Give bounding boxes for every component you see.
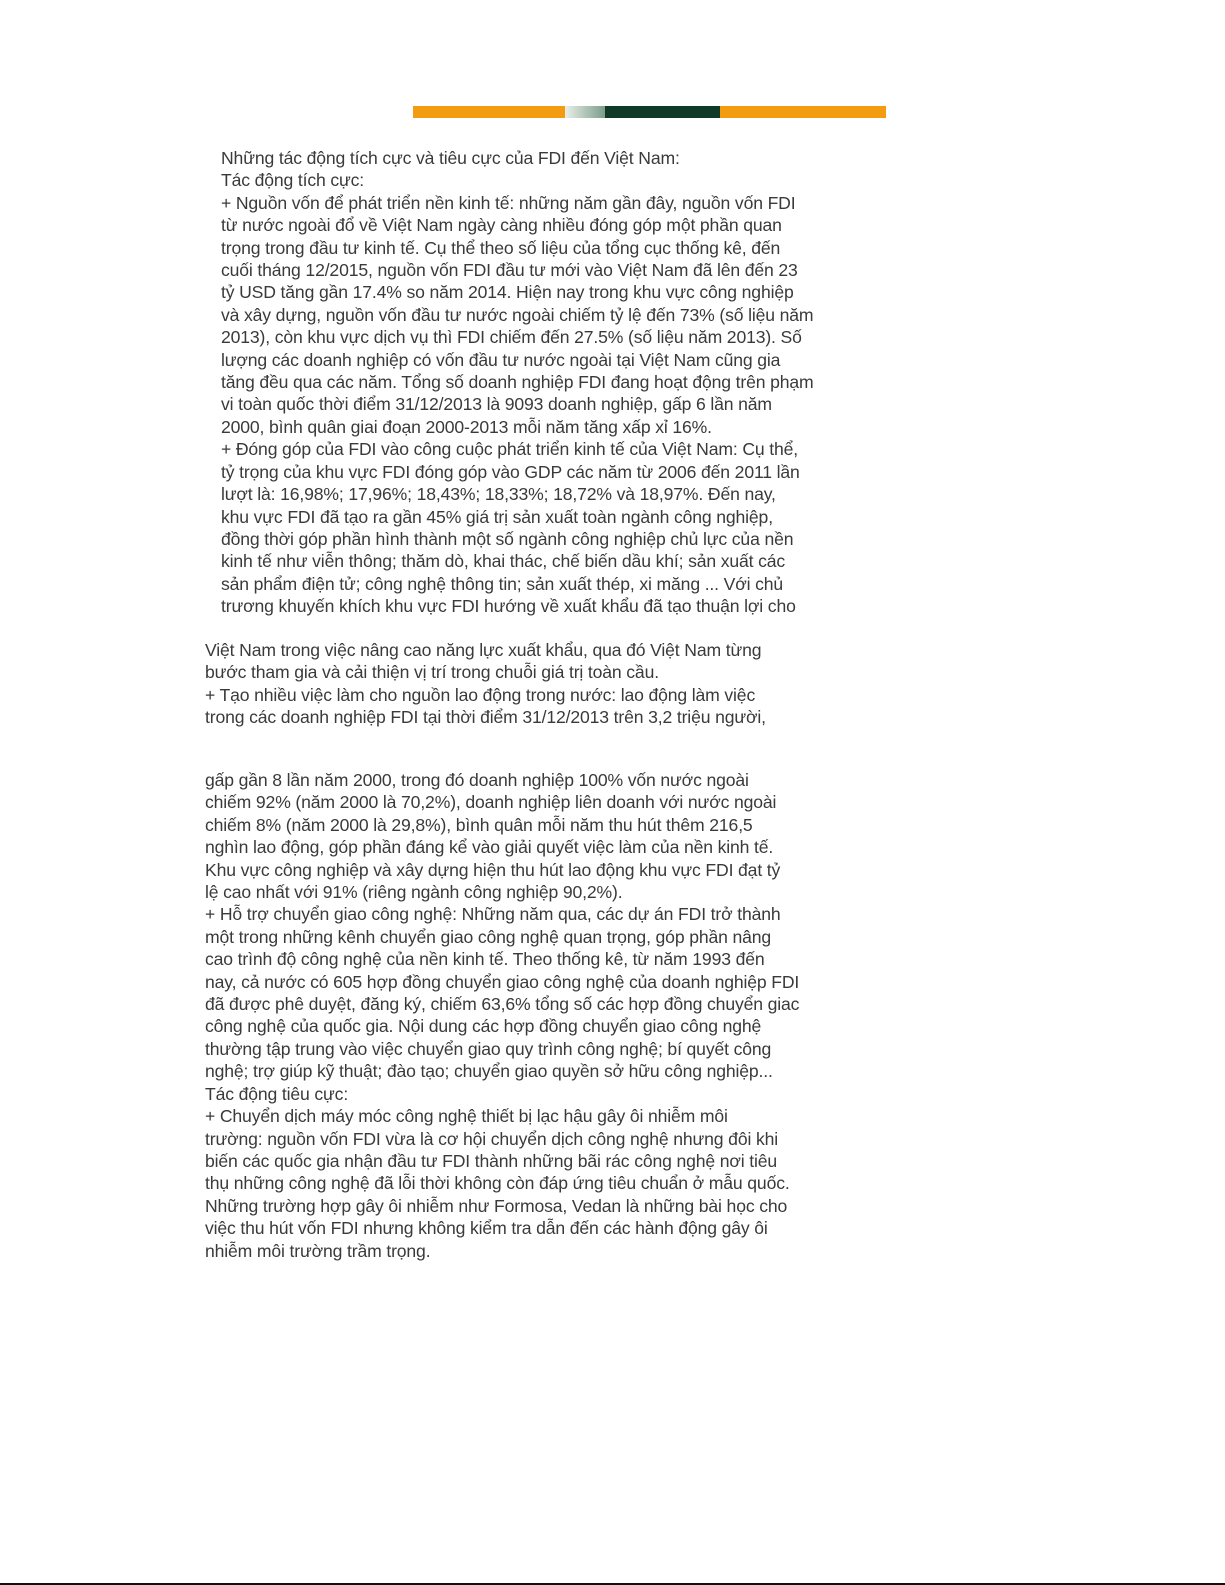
banner-light-segment xyxy=(565,106,605,118)
text-line: chiếm 92% (năm 2000 là 70,2%), doanh nghiệp liên doanh với nước ngoài xyxy=(205,792,777,813)
text-line: sản phẩm điện tử; công nghệ thông tin; sản xuất thép, xi măng ... Với chủ xyxy=(221,573,784,594)
text-block-2 xyxy=(205,639,766,729)
text-line: trong các doanh nghiệp FDI tại thời điểm 31/12/2013 trên 3,2 triệu người, xyxy=(205,707,766,728)
text-line: 2000, bình quân giai đoạn 2000-2013 mỗi năm tăng xấp xỉ 16%. xyxy=(221,416,712,437)
text-line: vi toàn quốc thời điểm 31/12/2013 là 9093 doanh nghiệp, gấp 6 lần năm xyxy=(221,394,772,415)
header-banner-image xyxy=(413,106,886,118)
text-line: tăng đều qua các năm. Tổng số doanh nghiệp FDI đang hoạt động trên phạm xyxy=(221,372,814,393)
text-line: từ nước ngoài đổ về Việt Nam ngày càng nhiều đóng góp một phần quan xyxy=(221,215,782,236)
text-block-1 xyxy=(221,147,814,618)
text-line: Những tác động tích cực và tiêu cực của FDI đến Việt Nam: xyxy=(221,148,680,168)
text-line: tỷ USD tăng gần 17.4% so năm 2014. Hiện nay trong khu vực công nghiệp xyxy=(221,282,794,303)
text-line: kinh tế như viễn thông; thăm dò, khai thác, chế biến dầu khí; sản xuất các xyxy=(221,551,786,572)
text-line: lệ cao nhất với 91% (riêng ngành công nghiệp 90,2%). xyxy=(205,882,623,903)
text-line: + Tạo nhiều việc làm cho nguồn lao động trong nước: lao động làm việc xyxy=(205,684,756,705)
text-line: gấp gần 8 lần năm 2000, trong đó doanh nghiệp 100% vốn nước ngoài xyxy=(205,770,749,790)
text-line: công nghệ của quốc gia. Nội dung các hợp đồng chuyển giao công nghệ xyxy=(205,1016,762,1037)
text-line: nghệ; trợ giúp kỹ thuật; đào tạo; chuyển giao quyền sở hữu công nghiệp... xyxy=(205,1061,773,1082)
text-line: trường: nguồn vốn FDI vừa là cơ hội chuyển dịch công nghệ nhưng đôi khi xyxy=(205,1128,778,1149)
text-line: nay, cả nước có 605 hợp đồng chuyển giao công nghệ của doanh nghiệp FDI xyxy=(205,971,800,992)
text-line: khu vực FDI đã tạo ra gần 45% giá trị sản xuất toàn ngành công nghiệp, xyxy=(221,506,773,527)
text-line: lượt là: 16,98%; 17,96%; 18,43%; 18,33%; 18,72% và 18,97%. Đến nay, xyxy=(221,484,776,505)
text-line: và xây dựng, nguồn vốn đầu tư nước ngoài chiếm tỷ lệ đến 73% (số liệu năm xyxy=(221,304,814,325)
text-line: thụ những công nghệ đã lỗi thời không còn đáp ứng tiêu chuẩn ở mẫu quốc. xyxy=(205,1173,790,1194)
text-line: nhiễm môi trường trầm trọng. xyxy=(205,1240,431,1261)
text-line: bước tham gia và cải thiện vị trí trong chuỗi giá trị toàn cầu. xyxy=(205,662,659,683)
text-line: + Đóng góp của FDI vào công cuộc phát triển kinh tế của Việt Nam: Cụ thể, xyxy=(221,439,798,460)
text-line: chiếm 8% (năm 2000 là 29,8%), bình quân mỗi năm thu hút thêm 216,5 xyxy=(205,814,753,835)
text-line: thường tập trung vào việc chuyển giao quy trình công nghệ; bí quyết công xyxy=(205,1038,772,1059)
text-line: + Nguồn vốn để phát triển nền kinh tế: những năm gần đây, nguồn vốn FDI xyxy=(221,192,796,213)
text-line: nghìn lao động, góp phần đáng kể vào giải quyết việc làm của nền kinh tế. xyxy=(205,837,774,858)
text-line: đồng thời góp phần hình thành một số ngành công nghiệp chủ lực của nền xyxy=(221,528,794,549)
text-line: + Hỗ trợ chuyển giao công nghệ: Những năm qua, các dự án FDI trở thành xyxy=(205,904,781,925)
text-line: trọng trong đầu tư kinh tế. Cụ thể theo số liệu của tổng cục thống kê, đến xyxy=(221,237,781,258)
text-line: + Chuyển dịch máy móc công nghệ thiết bị lạc hậu gây ôi nhiễm môi xyxy=(205,1106,728,1127)
text-line: đã được phê duyệt, đăng ký, chiếm 63,6% tổng số các hợp đồng chuyển giac xyxy=(205,994,800,1015)
text-line: biến các quốc gia nhận đầu tư FDI thành những bãi rác công nghệ nơi tiêu xyxy=(205,1150,778,1171)
text-line: cao trình độ công nghệ của nền kinh tế. Theo thống kê, từ năm 1993 đến xyxy=(205,949,765,970)
text-line: Tác động tiêu cực: xyxy=(205,1083,349,1104)
text-line: trương khuyến khích khu vực FDI hướng về xuất khẩu đã tạo thuận lợi cho xyxy=(221,596,796,617)
text-line: lượng các doanh nghiệp có vốn đầu tư nước ngoài tại Việt Nam cũng gia xyxy=(221,349,781,370)
text-line: 2013), còn khu vực dịch vụ thì FDI chiếm đến 27.5% (số liệu năm 2013). Số xyxy=(221,327,802,348)
text-line: tỷ trọng của khu vực FDI đóng góp vào GDP các năm từ 2006 đến 2011 lần xyxy=(221,461,800,482)
text-block-3 xyxy=(205,769,799,1262)
text-line: cuối tháng 12/2015, nguồn vốn FDI đầu tư mới vào Việt Nam đã lên đến 23 xyxy=(221,260,798,281)
text-line: một trong những kênh chuyển giao công nghệ quan trọng, góp phần nâng xyxy=(205,926,772,947)
text-line: Tác động tích cực: xyxy=(221,170,365,191)
text-line: Những trường hợp gây ôi nhiễm như Formosa, Vedan là những bài học cho xyxy=(205,1195,788,1216)
text-line: Việt Nam trong việc nâng cao năng lực xuất khẩu, qua đó Việt Nam từng xyxy=(205,640,762,660)
text-line: việc thu hút vốn FDI nhưng không kiểm tra dẫn đến các hành động gây ôi xyxy=(205,1218,768,1239)
text-line: Khu vực công nghiệp và xây dựng hiện thu hút lao động khu vực FDI đạt tỷ xyxy=(205,859,781,880)
